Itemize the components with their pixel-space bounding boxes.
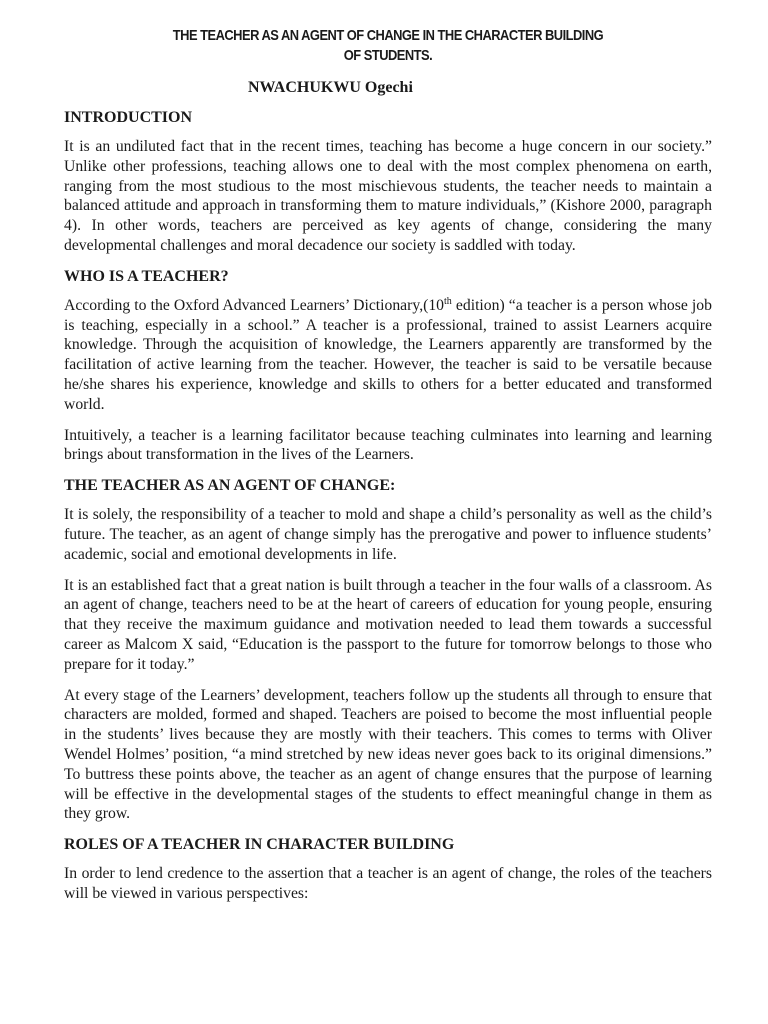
title-line-1: THE TEACHER AS AN AGENT OF CHANGE IN THE CHARACTER BUILDING [172,27,604,44]
who-paragraph-2: Intuitively, a teacher is a learning facilitator because teaching culminates into learning and learning brings about transformation in the lives of the Learners. [64,426,712,464]
introduction-paragraph: It is an undiluted fact that in the recent times, teaching has become a huge concern in our society.” Unlike other professions, teaching allows one to deal with the most complex phenomena on earth, ranging from the most studious to the most mischievous students, the teacher needs to maintain a balanced attitude and approach in transforming them to mature individuals,” (Kishore 2000, paragraph 4). In other words, teachers are perceived as key agents of change, considering the many developmental challenges and moral decadence our society is saddled with today. [64,138,712,254]
author-name: NWACHUKWU Ogechi [248,79,413,96]
ordinal-suffix: th [444,295,452,307]
heading-agent-of-change: THE TEACHER AS AN AGENT OF CHANGE: [64,477,396,495]
agent-paragraph-1: It is solely, the responsibility of a teacher to mold and shape a child’s personality as well as the child’s future. The teacher, as an agent of change simply has the prerogative and power to influence students’ academic, social and emotional developments in life. [64,506,712,563]
heading-who-is-a-teacher: WHO IS A TEACHER? [64,267,229,285]
document-title [109,26,666,66]
roles-paragraph: In order to lend credence to the assertion that a teacher is an agent of change, the roles of the teachers will be viewed in various perspectives: [64,865,712,902]
who-paragraph-1-start: According to the Oxford Advanced Learners’ Dictionary,(10 [64,296,445,314]
title-line-2: OF STUDENTS. [343,47,433,64]
heading-roles: ROLES OF A TEACHER IN CHARACTER BUILDING [64,836,455,854]
heading-introduction: INTRODUCTION [64,109,193,126]
agent-paragraph-2: It is an established fact that a great nation is built through a teacher in the four walls of a classroom. As an agent of change, teachers need to be at the heart of careers of education for young people, ensuring that they receive the maximum guidance and motivation needed to lead them towards a successful career as Malcom X said, “Education is the passport to the future for tomorrow belongs to those who prepare for it today.” [64,576,712,673]
agent-paragraph-3: At every stage of the Learners’ development, teachers follow up the students all through to ensure that characters are molded, formed and shaped. Teachers are poised to become the most influential people in the students’ lives because they are mostly with their teachers. This comes to terms with Oliver Wendel Holmes’ position, “a mind stretched by new ideas never goes back to its original dimensions.” To buttress these points above, the teacher as an agent of change ensures that the purpose of learning will be effective in the developmental stages of the students to effect meaningful change in them as they grow. [64,686,712,823]
document-page [64,26,712,915]
who-paragraph-1-rest: edition) “a teacher is a person whose job is teaching, especially in a school.” A teacher is a professional, trained to assist Learners acquire knowledge. Through the acquisition of knowledge, the Learners apparently are transformed by the facilitation of active learning from the teacher. However, the teacher is said to be versatile because he/she shares his experience, knowledge and skills to others for a better educated and transformed world. [64,296,712,413]
who-paragraph-1 [64,296,712,415]
